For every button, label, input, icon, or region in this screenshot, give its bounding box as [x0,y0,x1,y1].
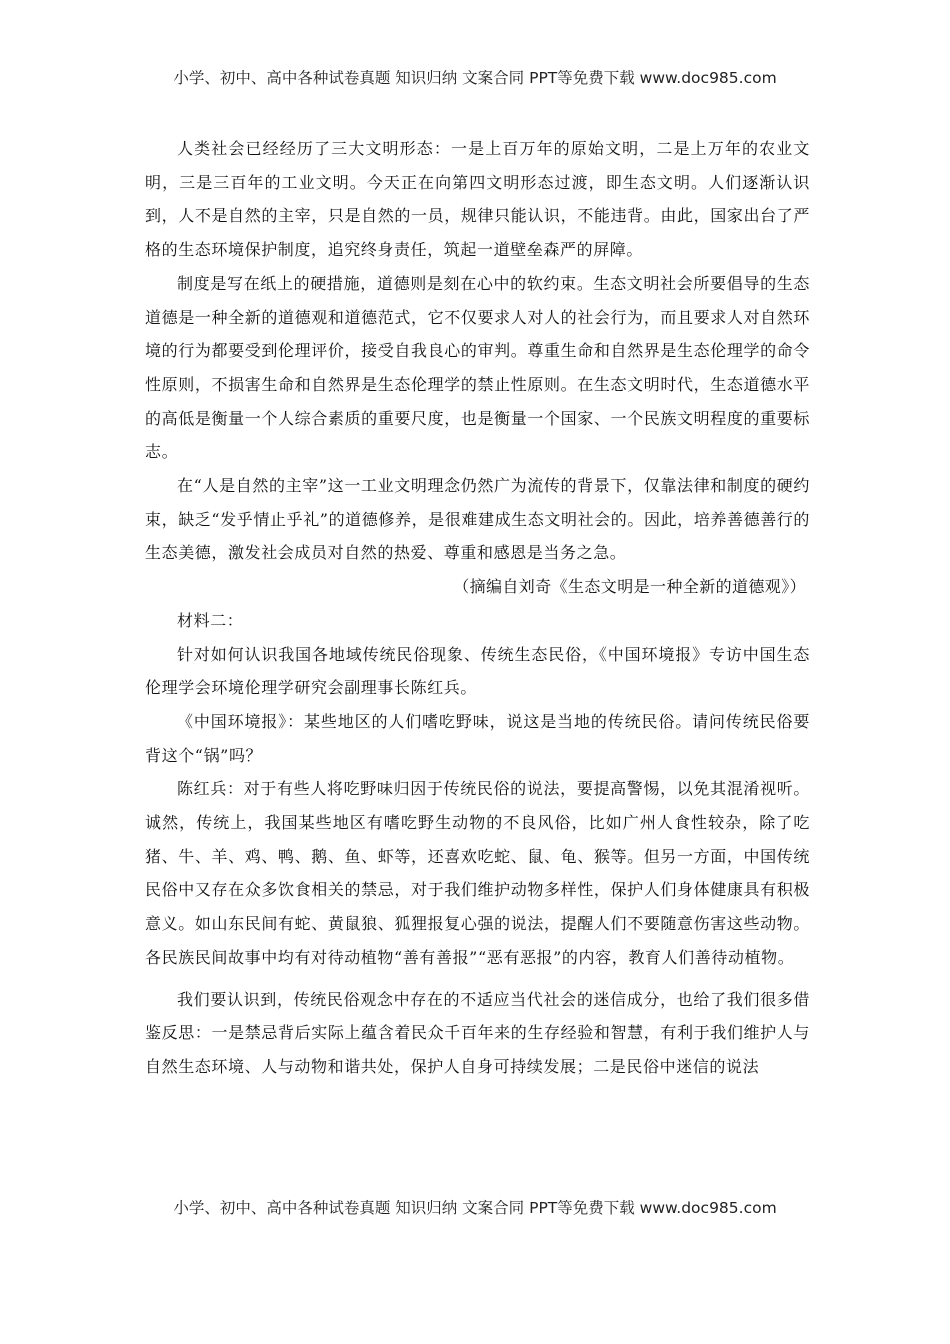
page-footer-banner: 小学、初中、高中各种试卷真题 知识归纳 文案合同 PPT等免费下载 www.doc985.com [173,1199,777,1217]
paragraph: 陈红兵：对于有些人将吃野味归因于传统民俗的说法，要提高警惕，以免其混淆视听。诚然，传统上，我国某些地区有嗜吃野生动物的不良风俗，比如广州人食性较杂，除了吃猪、牛、羊、鸡、鸭、鹅、鱼、虾等，还喜欢吃蛇、鼠、龟、猴等。但另一方面，中国传统民俗中又存在众多饮食相关的禁忌，对于我们维护动物多样性，保护人们身体健康具有积极意义。如山东民间有蛇、黄鼠狼、狐狸报复心强的说法，提醒人们不要随意伤害这些动物。各民族民间故事中均有对待动植物“善有善报”“恶有恶报”的内容，教育人们善待动植物。 [145,779,810,967]
source-citation: （摘编自刘奇《生态文明是一种全新的道德观》） [453,577,806,597]
article-body [145,132,810,1084]
paragraph: 我们要认识到，传统民俗观念中存在的不适应当代社会的迷信成分，也给了我们很多借鉴反思：一是禁忌背后实际上蕴含着民众千百年来的生存经验和智慧，有利于我们维护人与自然生态环境、人与动物和谐共处，保护人自身可持续发展；二是民俗中迷信的说法 [145,989,810,1076]
material-two-heading: 材料二： [177,610,244,630]
page-header-banner: 小学、初中、高中各种试卷真题 知识归纳 文案合同 PPT等免费下载 www.doc985.com [173,69,777,87]
paragraph: 制度是写在纸上的硬措施，道德则是刻在心中的软约束。生态文明社会所要倡导的生态道德是一种全新的道德观和道德范式，它不仅要求人对人的社会行为，而且要求人对自然环境的行为都要受到伦理评价，接受自我良心的审判。尊重生命和自然界是生态伦理学的命令性原则，不损害生命和自然界是生态伦理学的禁止性原则。在生态文明时代，生态道德水平的高低是衡量一个人综合素质的重要尺度，也是衡量一个国家、一个民族文明程度的重要标志。 [145,273,810,462]
paragraph: 在“人是自然的主宰”这一工业文明理念仍然广为流传的背景下，仅靠法律和制度的硬约束，缺乏“发乎情止乎礼”的道德修养，是很难建成生态文明社会的。因此，培养善德善行的生态美德，激发社会成员对自然的热爱、尊重和感恩是当务之急。 [145,476,810,563]
paragraph: 《中国环境报》：某些地区的人们嗜吃野味，说这是当地的传统民俗。请问传统民俗要背这个“锅”吗？ [145,711,810,765]
paragraph: 针对如何认识我国各地域传统民俗现象、传统生态民俗，《中国环境报》专访中国生态伦理学会环境伦理学研究会副理事长陈红兵。 [145,644,810,698]
paragraph: 人类社会已经经历了三大文明形态：一是上百万年的原始文明，二是上万年的农业文明，三是三百年的工业文明。今天正在向第四文明形态过渡，即生态文明。人们逐渐认识到，人不是自然的主宰，只是自然的一员，规律只能认识，不能违背。由此，国家出台了严格的生态环境保护制度，追究终身责任，筑起一道壁垒森严的屏障。 [145,139,810,260]
